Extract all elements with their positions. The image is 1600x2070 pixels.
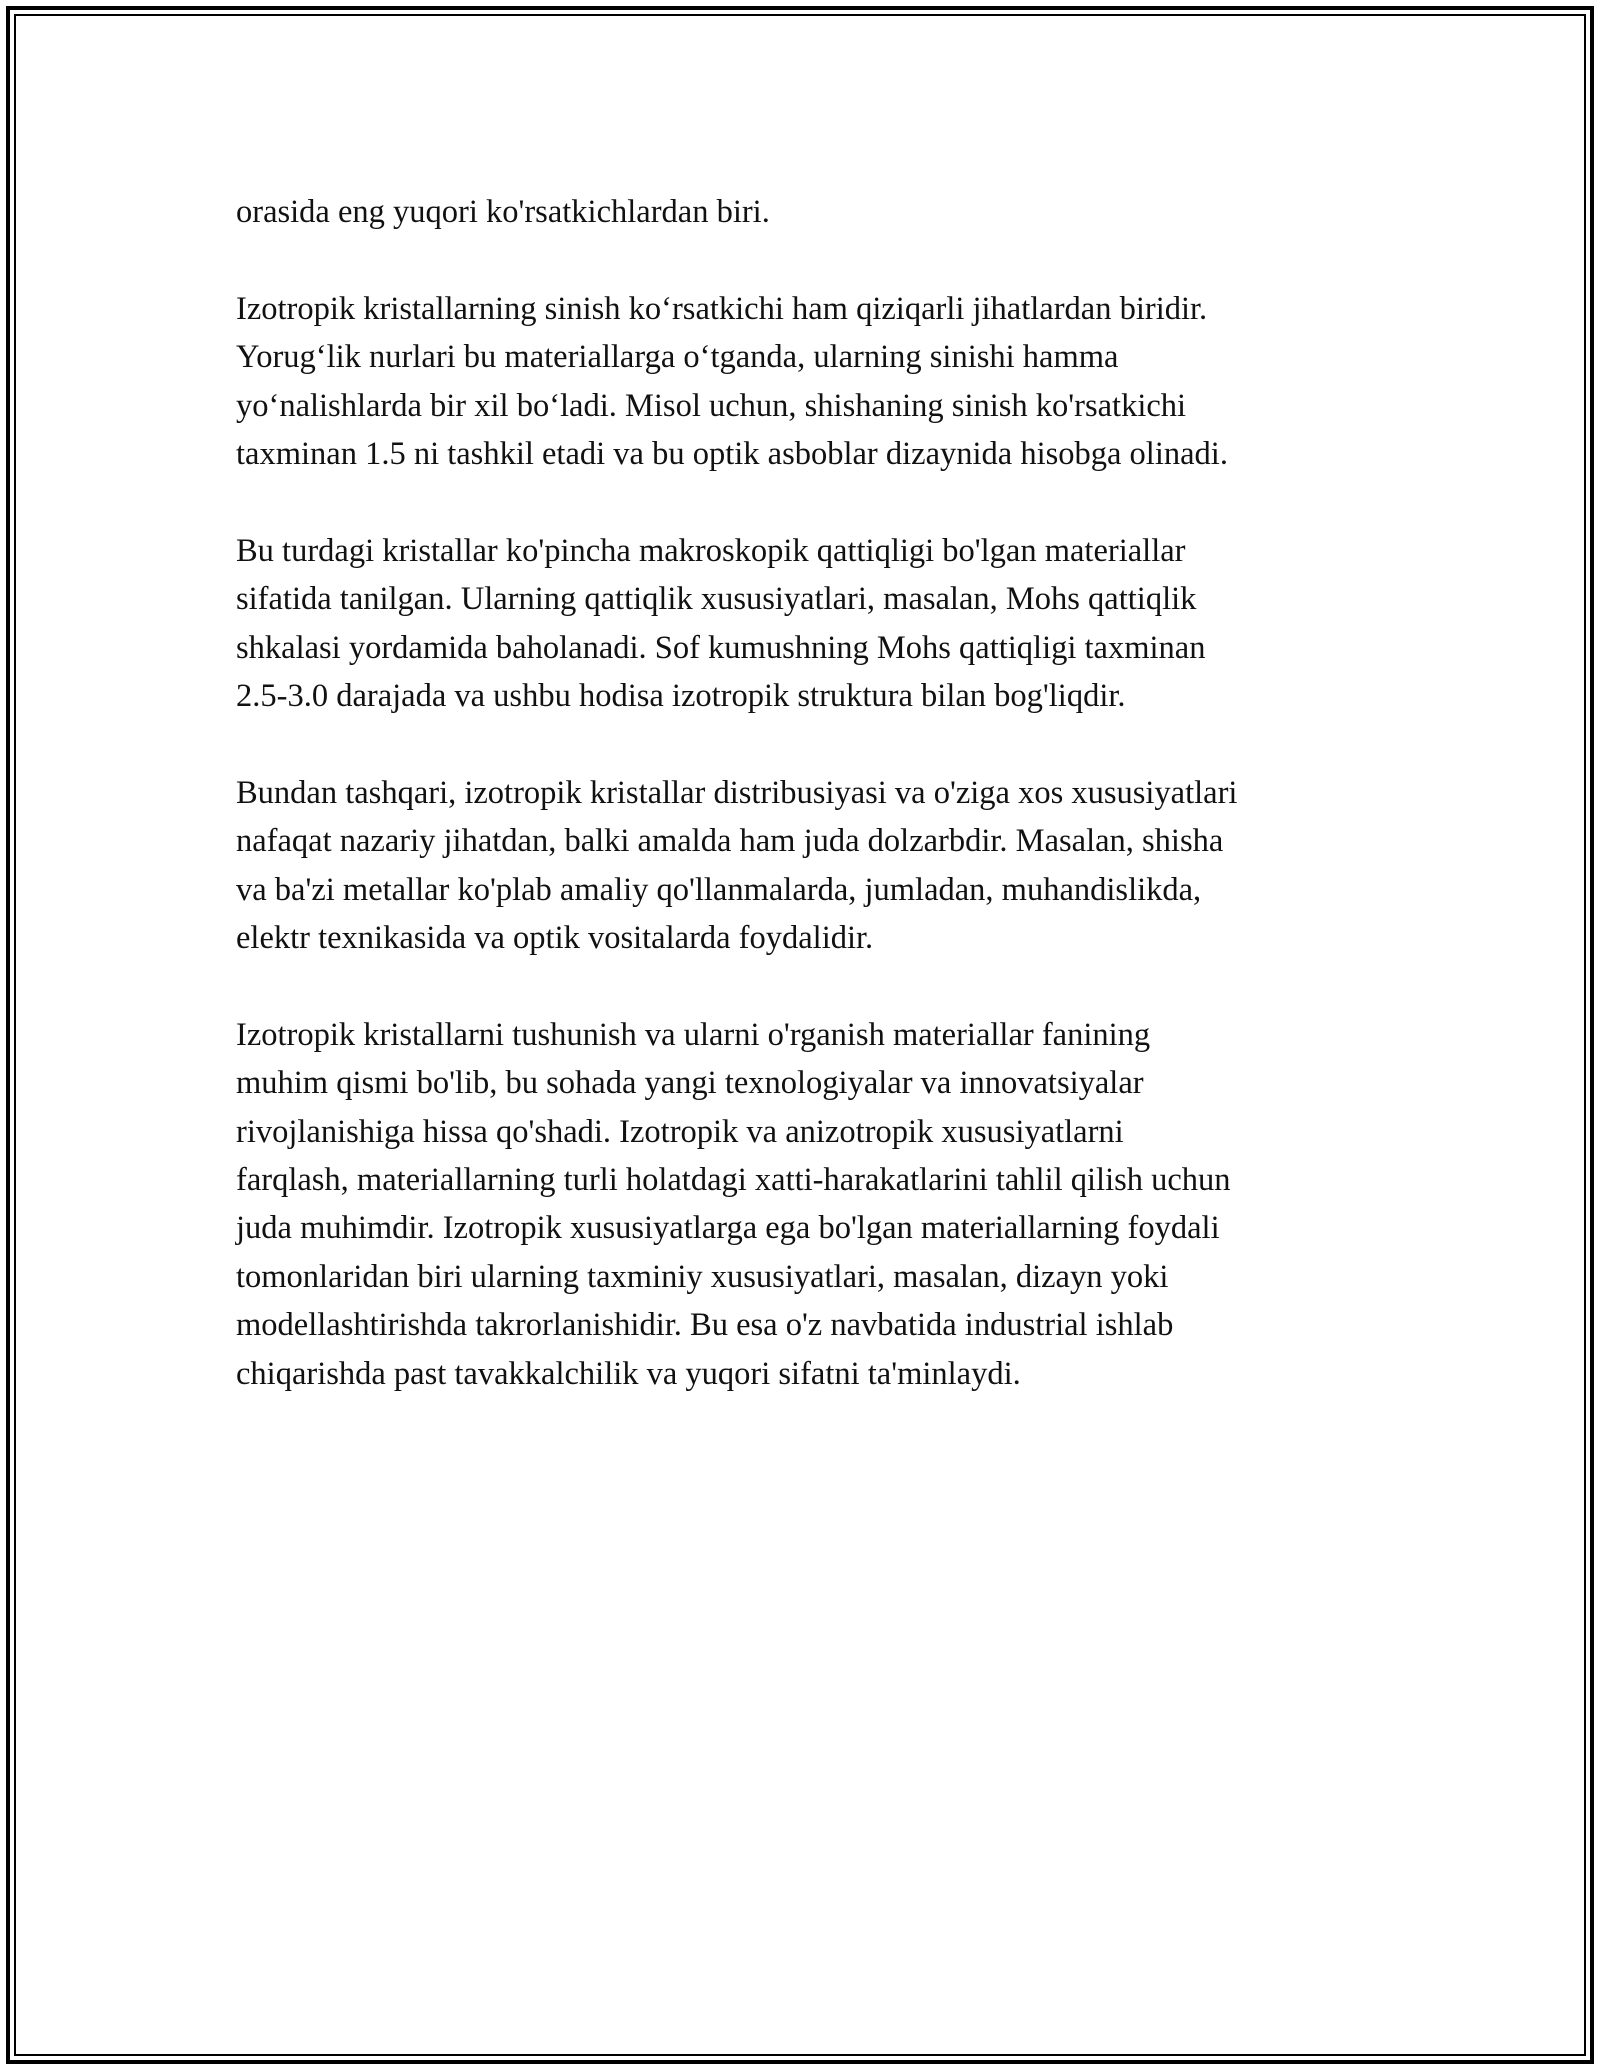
text-line: va ba'zi metallar ko'plab amaliy qo'llanmalarda, jumladan, muhandislikda,: [236, 871, 1202, 908]
text-line: rivojlanishiga hissa qo'shadi. Izotropik va anizotropik xususiyatlarni: [236, 1113, 1124, 1150]
text-line: shkalasi yordamida baholanadi. Sof kumushning Mohs qattiqligi taxminan: [236, 629, 1206, 666]
paragraph: [236, 1011, 1386, 1398]
paragraph: [236, 527, 1386, 721]
text-line: muhim qismi bo'lib, bu sohada yangi texnologiyalar va innovatsiyalar: [236, 1065, 1144, 1102]
text-line: Bundan tashqari, izotropik kristallar distribusiyasi va o'ziga xos xususiyatlari: [236, 774, 1238, 811]
text-line: Yorugʻlik nurlari bu materiallarga oʻtganda, ularning sinishi hamma: [236, 339, 1119, 376]
text-line: tomonlaridan biri ularning taxminiy xususiyatlari, masalan, dizayn yoki: [236, 1258, 1169, 1295]
document-body: [236, 188, 1386, 1446]
text-line: modellashtirishda takrorlanishidir. Bu esa o'z navbatida industrial ishlab: [236, 1307, 1174, 1344]
text-line: sifatida tanilgan. Ularning qattiqlik xususiyatlari, masalan, Mohs qattiqlik: [236, 581, 1197, 618]
paragraph: [236, 285, 1386, 479]
text-line: orasida eng yuqori ko'rsatkichlardan biri.: [236, 194, 770, 230]
text-line: Izotropik kristallarni tushunish va ularni o'rganish materiallar fanining: [236, 1016, 1151, 1053]
text-line: farqlash, materiallarning turli holatdagi xatti-harakatlarini tahlil qilish uchun: [236, 1162, 1231, 1199]
text-line: chiqarishda past tavakkalchilik va yuqori sifatni ta'minlaydi.: [236, 1355, 1021, 1392]
paragraph: [236, 769, 1386, 963]
paragraph: [236, 188, 1386, 236]
text-line: yoʻnalishlarda bir xil boʻladi. Misol uchun, shishaning sinish ko'rsatkichi: [236, 387, 1187, 424]
text-line: 2.5-3.0 darajada va ushbu hodisa izotropik struktura bilan bog'liqdir.: [236, 678, 1126, 715]
text-line: nafaqat nazariy jihatdan, balki amalda ham juda dolzarbdir. Masalan, shisha: [236, 823, 1224, 860]
text-line: elektr texnikasida va optik vositalarda foydalidir.: [236, 920, 874, 957]
text-line: juda muhimdir. Izotropik xususiyatlarga ega bo'lgan materiallarning foydali: [236, 1210, 1220, 1247]
text-line: Izotropik kristallarning sinish koʻrsatkichi ham qiziqarli jihatlardan biridir.: [236, 290, 1208, 327]
text-line: Bu turdagi kristallar ko'pincha makroskopik qattiqligi bo'lgan materiallar: [236, 532, 1186, 569]
text-line: taxminan 1.5 ni tashkil etadi va bu optik asboblar dizaynida hisobga olinadi.: [236, 436, 1228, 473]
